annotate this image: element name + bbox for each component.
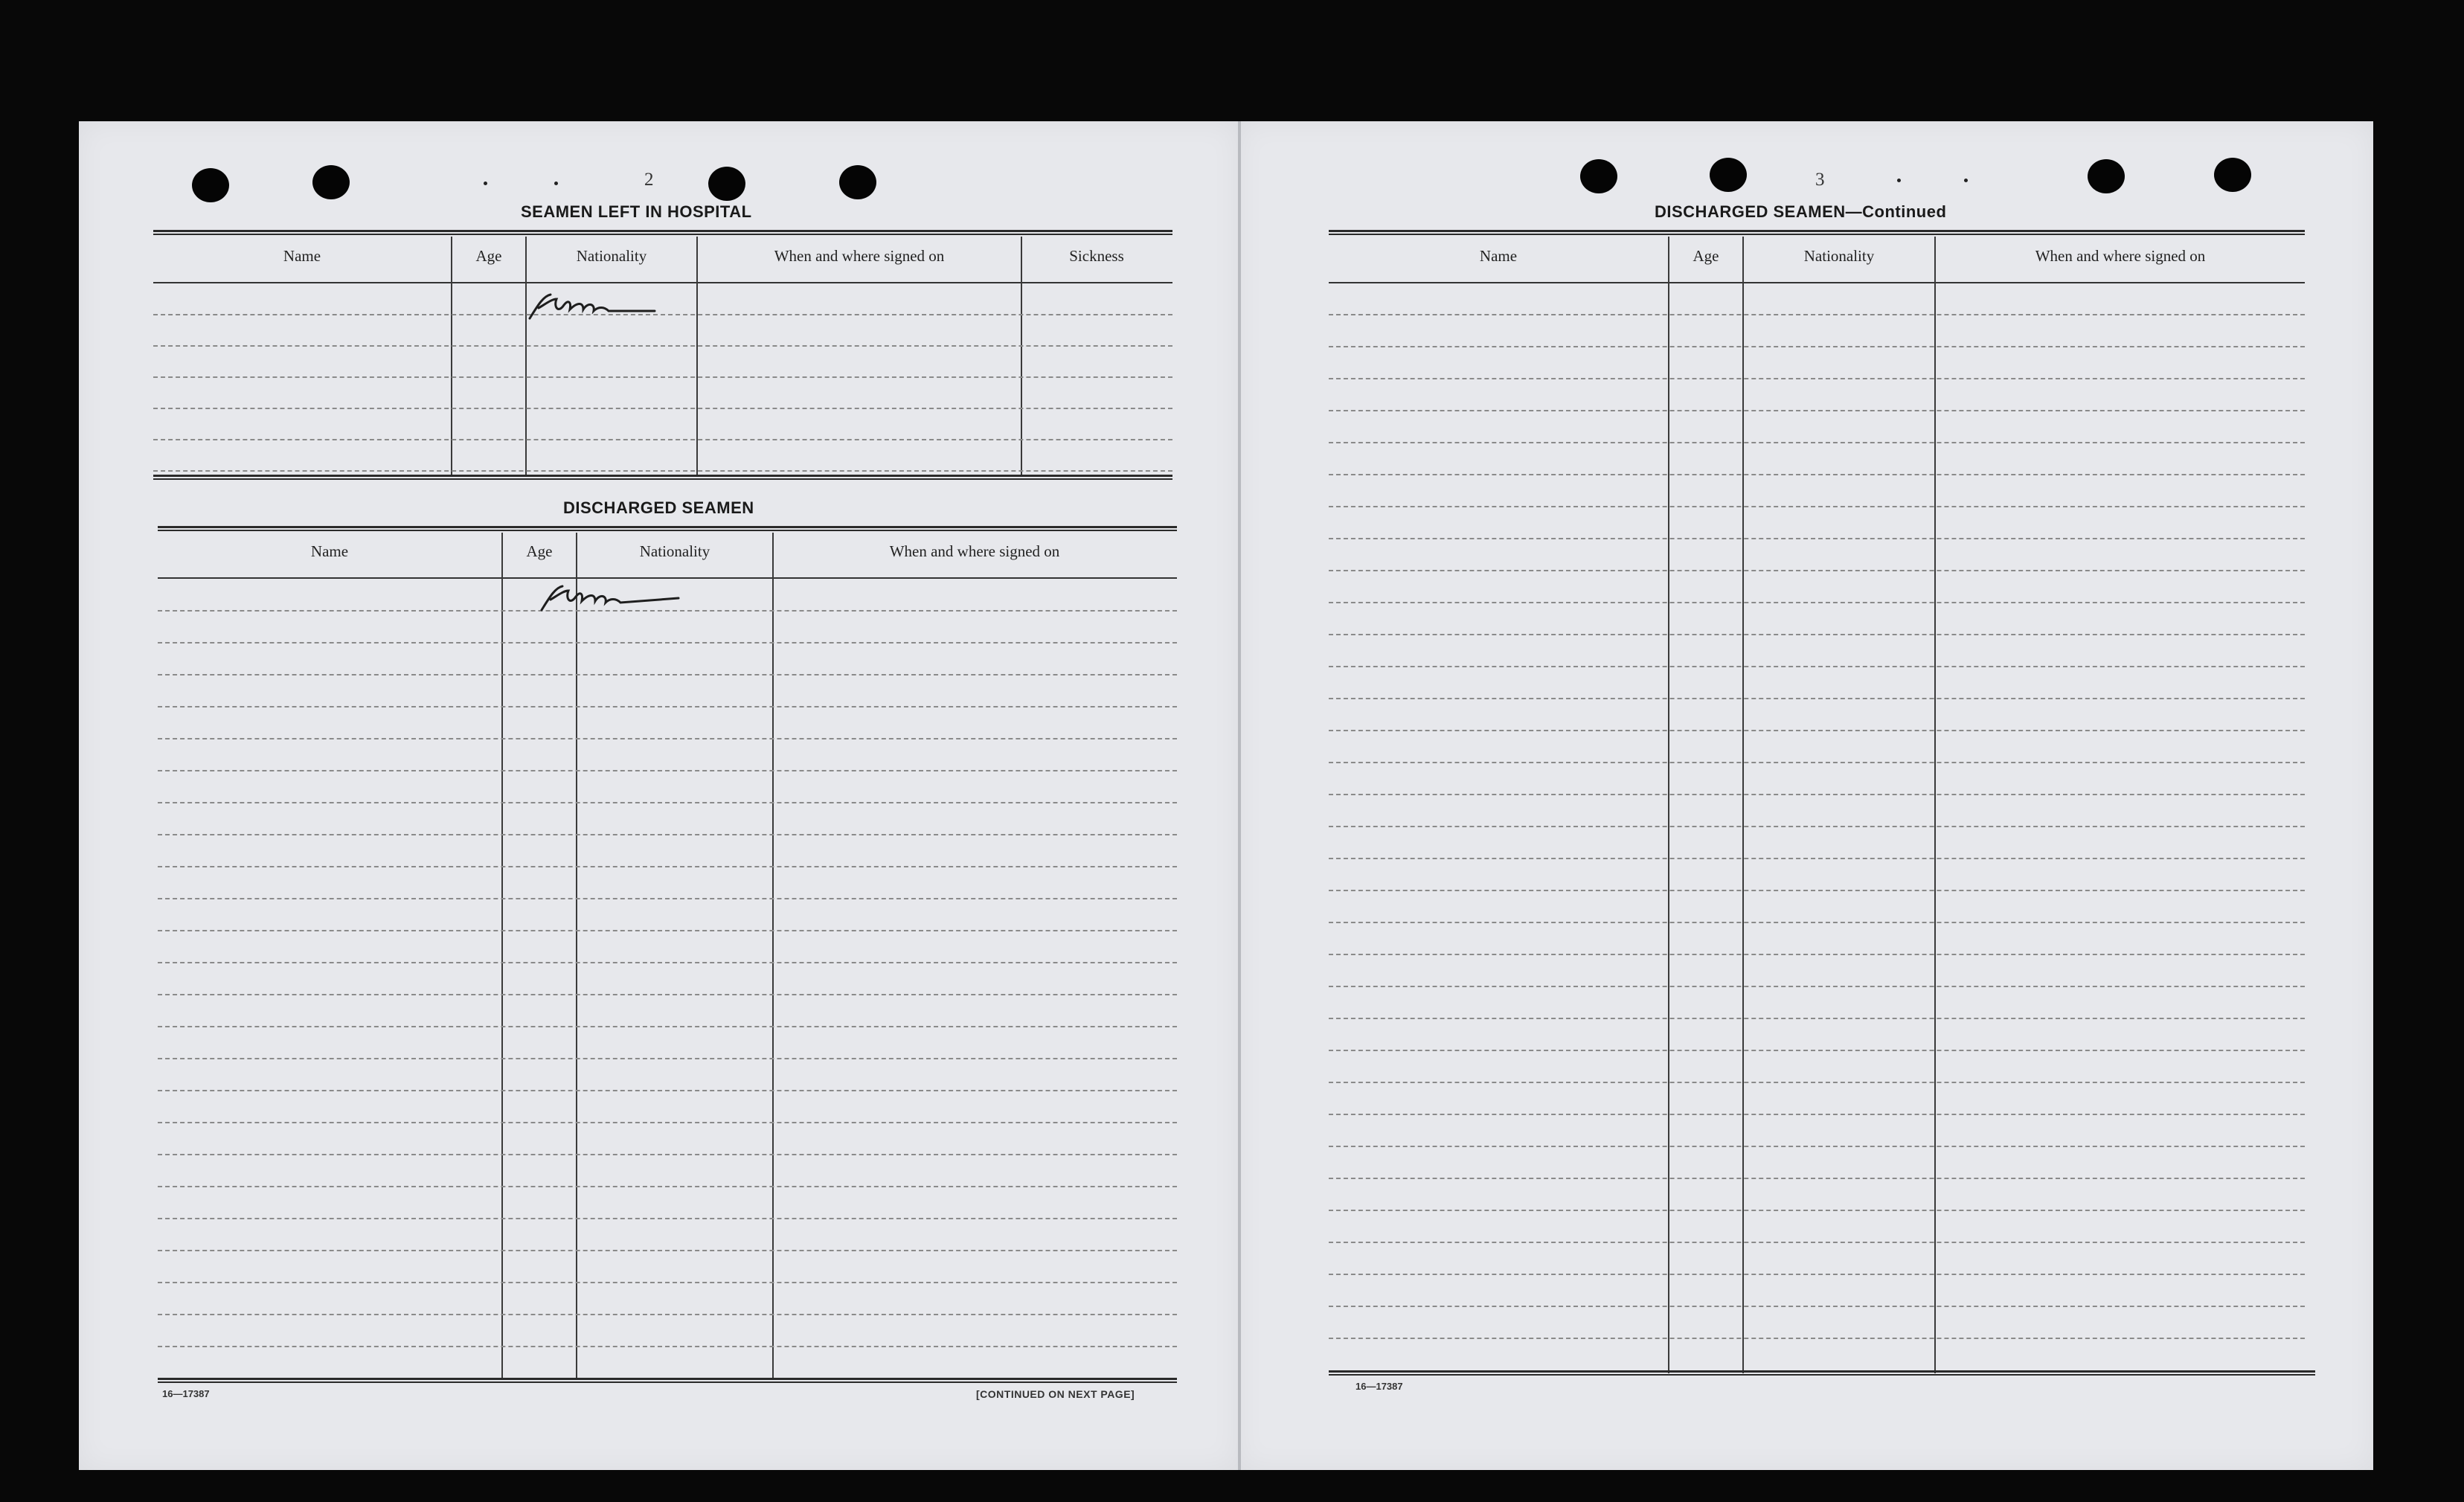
header-rule (1329, 230, 2305, 235)
column-divider (1668, 237, 1669, 1373)
entry-line (1329, 314, 2305, 315)
entry-line (1329, 1018, 2305, 1019)
column-divider (501, 533, 503, 1379)
dot-mark (1964, 179, 1968, 182)
entry-line (1329, 954, 2305, 955)
entry-line (1329, 1210, 2305, 1211)
entry-line (1329, 922, 2305, 923)
entry-line (158, 770, 1177, 771)
entry-line (1329, 442, 2305, 443)
column-header-sickness: Sickness (1069, 247, 1124, 265)
column-header-nationality: Nationality (639, 542, 710, 560)
section-end-rule (153, 475, 1172, 480)
column-header-signed-on: When and where signed on (889, 542, 1060, 560)
page-number: 3 (1815, 170, 1825, 190)
entry-line (158, 994, 1177, 995)
entry-line (158, 1282, 1177, 1283)
punch-hole-icon (312, 165, 350, 199)
column-header-signed-on: When and where signed on (774, 247, 945, 265)
entry-line (158, 738, 1177, 739)
entry-line (1329, 474, 2305, 475)
entry-line (153, 408, 1172, 409)
entry-line (158, 642, 1177, 644)
entry-line (158, 674, 1177, 675)
continued-note: [CONTINUED ON NEXT PAGE] (976, 1388, 1135, 1400)
dot-mark (1897, 179, 1901, 182)
section-title-hospital: SEAMEN LEFT IN HOSPITAL (521, 202, 752, 221)
column-header-age: Age (475, 247, 502, 265)
page-gutter (1238, 121, 1241, 1470)
entry-line (158, 1026, 1177, 1027)
entry-line (158, 962, 1177, 963)
entry-line (158, 930, 1177, 931)
column-divider (576, 533, 577, 1379)
entry-line (158, 1090, 1177, 1091)
entry-line (158, 866, 1177, 867)
entry-line (158, 706, 1177, 707)
handwritten-none-entry (521, 289, 670, 326)
entry-line (1329, 1242, 2305, 1243)
section-title-text: DISCHARGED SEAMEN (1655, 202, 1846, 221)
form-number: 16—17387 (162, 1388, 210, 1399)
header-underline (153, 282, 1172, 283)
entry-line (158, 1186, 1177, 1187)
page-number: 2 (644, 170, 654, 190)
column-divider (772, 533, 774, 1379)
column-header-nationality: Nationality (1803, 247, 1875, 265)
entry-line (1329, 1146, 2305, 1147)
header-rule (158, 526, 1177, 531)
form-number: 16—17387 (1355, 1381, 1403, 1392)
entry-line (1329, 1050, 2305, 1051)
entry-line (158, 1346, 1177, 1347)
entry-line (1329, 1114, 2305, 1115)
punch-hole-icon (708, 167, 745, 201)
section-title-discharged: DISCHARGED SEAMEN (563, 498, 754, 517)
punch-hole-icon (2088, 159, 2125, 193)
section-title-suffix: —Continued (1845, 202, 1947, 221)
entry-line (158, 834, 1177, 835)
column-header-age: Age (526, 542, 553, 560)
entry-line (1329, 1178, 2305, 1179)
entry-line (1329, 538, 2305, 539)
dot-mark (554, 182, 558, 185)
column-header-name: Name (283, 247, 321, 265)
entry-line (1329, 730, 2305, 731)
entry-line (153, 345, 1172, 347)
column-header-name: Name (1479, 247, 1518, 265)
entry-line (1329, 602, 2305, 603)
column-divider (1742, 237, 1744, 1373)
dot-mark (484, 182, 487, 185)
entry-line (1329, 378, 2305, 379)
entry-line (1329, 794, 2305, 795)
entry-line (1329, 698, 2305, 699)
punch-hole-icon (1710, 158, 1747, 192)
entry-line (1329, 1306, 2305, 1307)
column-divider (1934, 237, 1936, 1373)
section-title-discharged-continued (1655, 202, 1946, 222)
punch-hole-icon (1580, 159, 1617, 193)
entry-line (158, 1314, 1177, 1315)
column-header-age: Age (1693, 247, 1719, 265)
entry-line (1329, 346, 2305, 347)
column-header-signed-on: When and where signed on (2035, 247, 2206, 265)
entry-line (1329, 634, 2305, 635)
entry-line (1329, 506, 2305, 507)
entry-line (1329, 762, 2305, 763)
column-header-nationality: Nationality (576, 247, 647, 265)
header-underline (1329, 282, 2305, 283)
entry-line (1329, 410, 2305, 411)
entry-line (1329, 890, 2305, 891)
entry-line (1329, 986, 2305, 987)
entry-line (153, 439, 1172, 440)
entry-line (1329, 1338, 2305, 1339)
entry-line (158, 1154, 1177, 1155)
entry-line (1329, 858, 2305, 859)
punch-hole-icon (192, 168, 229, 202)
entry-line (1329, 666, 2305, 667)
entry-line (158, 1250, 1177, 1251)
entry-line (158, 898, 1177, 899)
entry-line (1329, 570, 2305, 571)
entry-line (158, 1058, 1177, 1059)
handwritten-none-entry (533, 580, 681, 617)
entry-line (1329, 826, 2305, 827)
header-underline (158, 577, 1177, 579)
entry-line (1329, 1274, 2305, 1275)
entry-line (1329, 1082, 2305, 1083)
table-end-rule (158, 1378, 1177, 1383)
punch-hole-icon (2214, 158, 2251, 192)
column-header-name: Name (310, 542, 349, 560)
right-page (1238, 121, 2373, 1470)
table-end-rule (1329, 1370, 2315, 1376)
header-rule (153, 230, 1172, 235)
entry-line (158, 802, 1177, 803)
entry-line (153, 376, 1172, 378)
entry-line (153, 470, 1172, 472)
punch-hole-icon (839, 165, 876, 199)
entry-line (158, 1218, 1177, 1219)
entry-line (158, 1122, 1177, 1123)
